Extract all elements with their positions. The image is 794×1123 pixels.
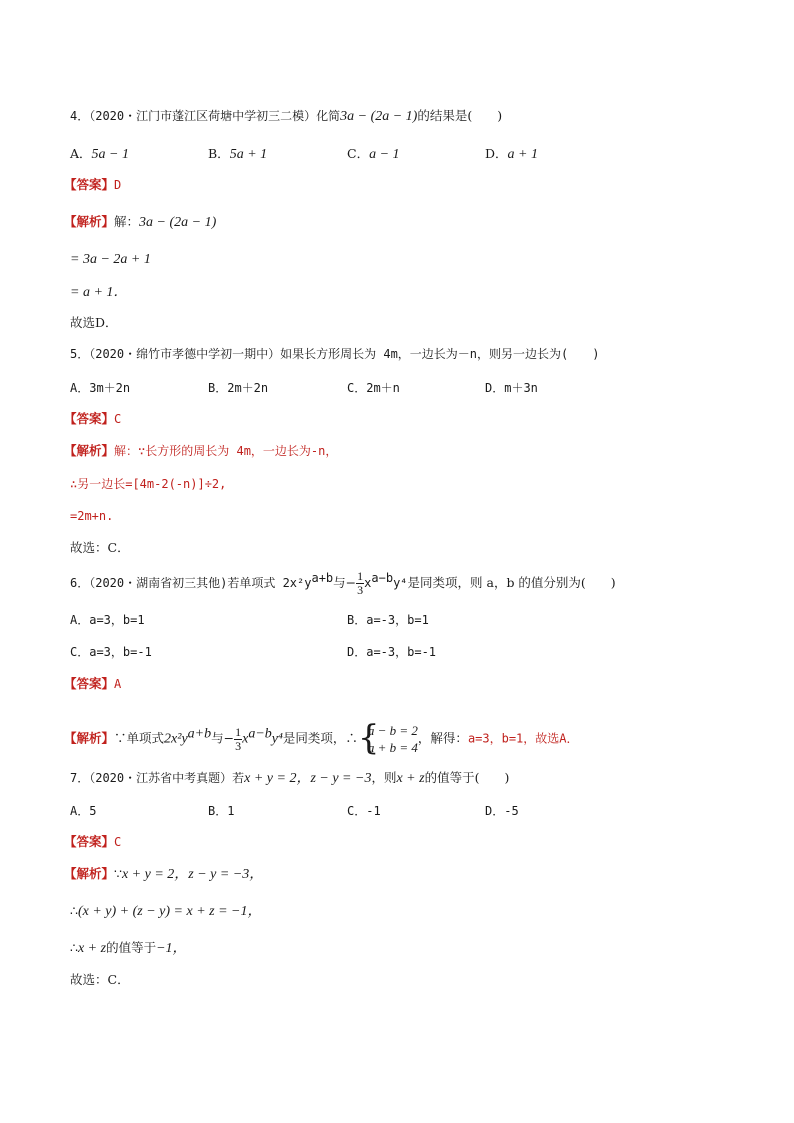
q7-step1: ∴(x + y) + (z − y) = x + z = −1，: [70, 903, 262, 919]
q4-stem-suffix: 的结果是( ): [417, 108, 503, 123]
q5-stem: 5．（2020・绵竹市孝德中学初一期中）如果长方形周长为 4m，一边长为－n，则另一边长为( ): [70, 347, 600, 361]
q7-option-a[interactable]: A．5: [70, 804, 97, 818]
q5-analysis: 【解析】解：∵长方形的周长为 4m，一边长为-n，: [64, 443, 338, 458]
q4-answer-value: D: [114, 178, 122, 192]
analysis-tag: 【解析】: [64, 866, 115, 881]
q7-answer: [64, 834, 121, 850]
q7-option-c[interactable]: C．-1: [347, 804, 381, 818]
left-brace-icon: {: [357, 718, 380, 758]
q5-option-d[interactable]: D．m＋3n: [485, 381, 538, 395]
answer-tag: 【答案】: [64, 177, 115, 192]
answer-tag: 【答案】: [64, 676, 115, 691]
q4-option-b[interactable]: B．5a + 1: [208, 146, 268, 162]
analysis-tag: 【解析】: [64, 214, 115, 229]
q6-option-d[interactable]: D．a=-3，b=-1: [347, 645, 437, 659]
q4-option-a[interactable]: A．5a − 1: [70, 146, 129, 162]
q4-step1: = 3a − 2a + 1: [70, 252, 151, 267]
q4-option-d[interactable]: D．a + 1: [485, 146, 538, 162]
q5-step1: ∴另一边长=[4m-2(-n)]÷2,: [70, 477, 227, 491]
q5-option-a[interactable]: A．3m＋2n: [70, 381, 131, 395]
q6-option-a[interactable]: A．a=3，b=1: [70, 613, 145, 627]
q4-step2: = a + 1．: [70, 285, 128, 300]
q5-answer-value: C: [114, 412, 122, 426]
analysis-tag: 【解析】: [64, 443, 115, 458]
q7-stem: 7．（2020・江苏省中考真题）若x + y = 2，z − y = −3，则x + z的值等于( ): [70, 770, 510, 786]
q5-answer: [64, 411, 121, 427]
q7-analysis: 【解析】∵x + y = 2，z − y = −3，: [64, 866, 264, 882]
q6-answer-value: A: [114, 677, 122, 691]
q5-conclusion: 故选：C．: [70, 540, 130, 555]
q4-conclusion: 故选D．: [70, 315, 118, 330]
answer-tag: 【答案】: [64, 834, 115, 849]
q4-option-c[interactable]: C．a − 1: [347, 146, 400, 162]
q5-option-b[interactable]: B．2m＋2n: [208, 381, 269, 395]
q6-fraction: $\frac{1}{3}$: [357, 569, 364, 598]
q5-option-c[interactable]: C．2m＋n: [347, 381, 400, 395]
q7-conclusion: 故选：C．: [70, 972, 130, 987]
q6-option-b[interactable]: B．a=-3，b=1: [347, 613, 429, 627]
analysis-tag: 【解析】: [64, 730, 115, 746]
q7-step2: ∴x + z的值等于−1，: [70, 940, 187, 956]
q6-answer: [64, 676, 121, 692]
q6-equation-system: { a − b = 2 a + b = 4: [357, 718, 418, 758]
q4-analysis: 【解析】解：3a − (2a − 1): [64, 214, 217, 230]
answer-tag: 【答案】: [64, 411, 115, 426]
q6-option-c[interactable]: C．a=3，b=-1: [70, 645, 152, 659]
q6-stem: 6．（2020・湖南省初三其他)若单项式 $2x^2y^{a+b}$与− $\frac{1}{3}$ $x^{a-b}y^4$是同类项，则 a，b 的值分别为( ): [70, 569, 616, 598]
q4-stem-prefix: 4．（2020・江门市蓬江区荷塘中学初三二模）化简: [70, 109, 341, 123]
q6-analysis: 【解析】∵单项式$2x^2y^{a+b}$与− $\frac{1}{3}$ $x^{a-b}y^4$是同类项，∴ { a − b = 2 a + b = 4 ，解得：a=3，b=1，故选A．: [64, 718, 579, 758]
q5-step2: =2m+n.: [70, 509, 114, 523]
q7-option-d[interactable]: D．-5: [485, 804, 519, 818]
q7-answer-value: C: [114, 835, 122, 849]
q4-answer: [64, 177, 121, 193]
q7-option-b[interactable]: B．1: [208, 804, 235, 818]
q6-analysis-fraction: $\frac{1}{3}$: [235, 724, 242, 753]
q4-stem-expr: 3a − (2a − 1): [340, 109, 418, 124]
q4-stem: [70, 108, 502, 125]
